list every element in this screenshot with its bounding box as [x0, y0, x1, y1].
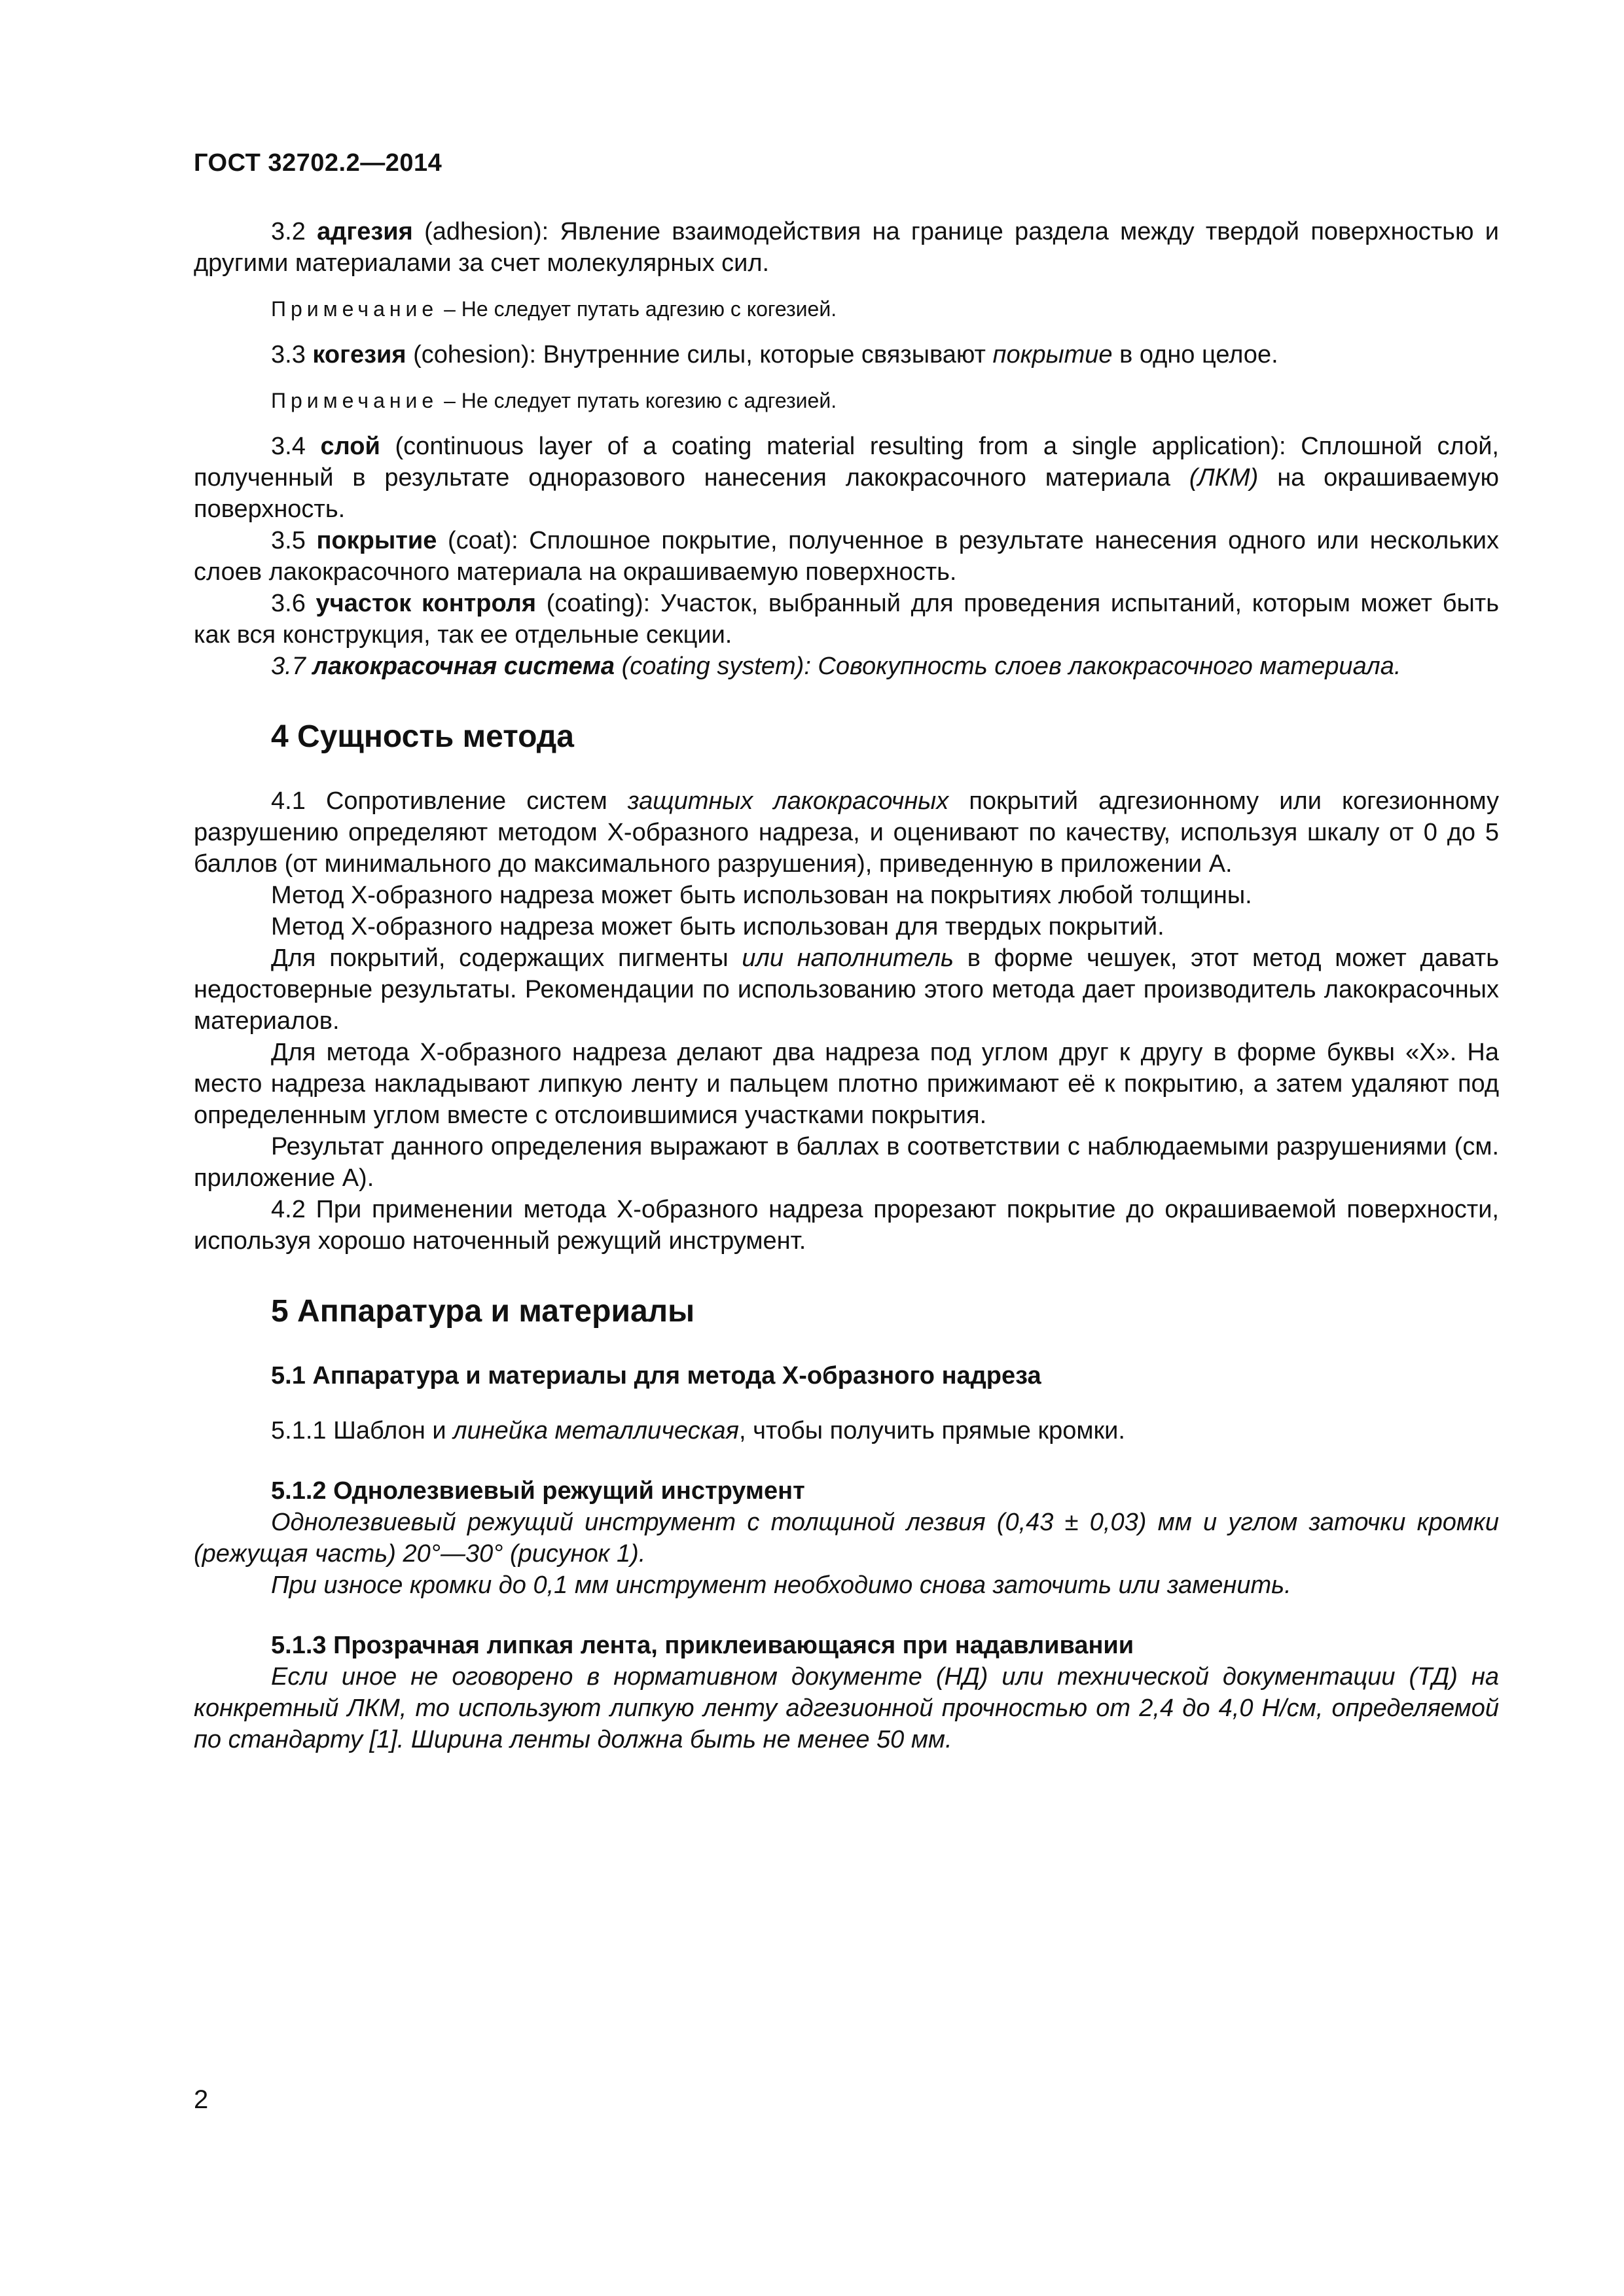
- para-4-1-hard: Метод Х-образного надреза может быть использован для твердых покрытий.: [271, 913, 1164, 941]
- para-4-1-result: Результат данного определения выражают в баллах в соответствии с наблюдаемыми разрушениями (см. приложение А).: [194, 1133, 1499, 1192]
- term-3-7: 3.7 лакокрасочная система (coating system): Совокупность слоев лакокрасочного материала.: [271, 653, 1401, 680]
- para-4-2: 4.2 При применении метода Х-образного надреза прорезают покрытие до окрашиваемой поверхности, используя хорошо наточенный режущий инструмент.: [194, 1196, 1499, 1255]
- para-5-1-3-tape: Если иное не оговорено в нормативном документе (НД) или технической документации (ТД) на конкретный ЛКМ, то используют липкую ленту адгезионной прочностью от 2,4 до 4,0 Н/см, определяемой по стандарту [1]. Ширина ленты должна быть не менее 50 мм.: [194, 1663, 1499, 1753]
- para-5-1-2-blade: Однолезвиевый режущий инструмент с толщиной лезвия (0,43 ± 0,03) мм и углом заточки кромки (режущая часть) 20°—30° (рисунок 1).: [194, 1509, 1499, 1568]
- term-3-3: 3.3 когезия (cohesion): Внутренние силы, которые связывают покрытие в одно целое.: [271, 341, 1278, 368]
- para-4-1-pigments: Для покрытий, содержащих пигменты или наполнитель в форме чешуек, этот метод может давать недостоверные результаты. Рекомендации по использованию этого метода дает производитель лакокрасочных материалов.: [194, 944, 1500, 1035]
- para-4-1-cuts: Для метода Х-образного надреза делают два надреза под углом друг к другу в форме буквы «Х». На место надреза накладывают липкую ленту и пальцем плотно прижимают её к покрытию, а затем удаляют под определенным углом вместе с отслоившимися участками покрытия.: [194, 1039, 1499, 1129]
- para-5-1-1: 5.1.1 Шаблон и линейка металлическая, чтобы получить прямые кромки.: [271, 1417, 1125, 1444]
- term-3-4: 3.4 слой (continuous layer of a coating material resulting from a single application): Сплошной слой, полученный в результате одноразового нанесения лакокрасочного материала (ЛКМ) на окрашиваемую поверхность.: [194, 433, 1499, 523]
- term-3-5: 3.5 покрытие (coat): Сплошное покрытие, полученное в результате нанесения одного или нескольких слоев лакокрасочного материала на окрашиваемую поверхность.: [194, 527, 1499, 586]
- note-adhesion: Примечание – Не следует путать адгезию с когезией.: [271, 297, 837, 321]
- subsection-5-1-3-title: 5.1.3 Прозрачная липкая лента, приклеивающаяся при надавливании: [271, 1632, 1134, 1659]
- term-3-2: 3.2 адгезия (adhesion): Явление взаимодействия на границе раздела между твердой поверхностью и другими материалами за счет молекулярных сил.: [194, 218, 1499, 277]
- standard-header: ГОСТ 32702.2—2014: [194, 149, 442, 177]
- para-5-1-2-wear: При износе кромки до 0,1 мм инструмент необходимо снова заточить или заменить.: [271, 1571, 1291, 1599]
- subsection-5-1-title: 5.1 Аппаратура и материалы для метода Х-образного надреза: [271, 1362, 1041, 1390]
- page-content: [194, 216, 1499, 1755]
- subsection-5-1-2-title: 5.1.2 Однолезвиевый режущий инструмент: [271, 1477, 805, 1505]
- para-4-1: 4.1 Сопротивление систем защитных лакокрасочных покрытий адгезионному или когезионному разрушению определяют методом Х-образного надреза, и оценивают по качеству, используя шкалу от 0 до 5 баллов (от минимального до максимального разрушения), приведенную в приложении А.: [194, 787, 1500, 878]
- section-4-title: 4 Сущность метода: [271, 719, 574, 754]
- para-4-1-thickness: Метод Х-образного надреза может быть использован на покрытиях любой толщины.: [271, 882, 1252, 909]
- term-3-6: 3.6 участок контроля (coating): Участок, выбранный для проведения испытаний, которым может быть как вся конструкция, так ее отдельные секции.: [194, 590, 1499, 649]
- note-cohesion: Примечание – Не следует путать когезию с адгезией.: [271, 389, 837, 412]
- section-5-title: 5 Аппаратура и материалы: [271, 1294, 695, 1329]
- page-number: 2: [194, 2085, 209, 2114]
